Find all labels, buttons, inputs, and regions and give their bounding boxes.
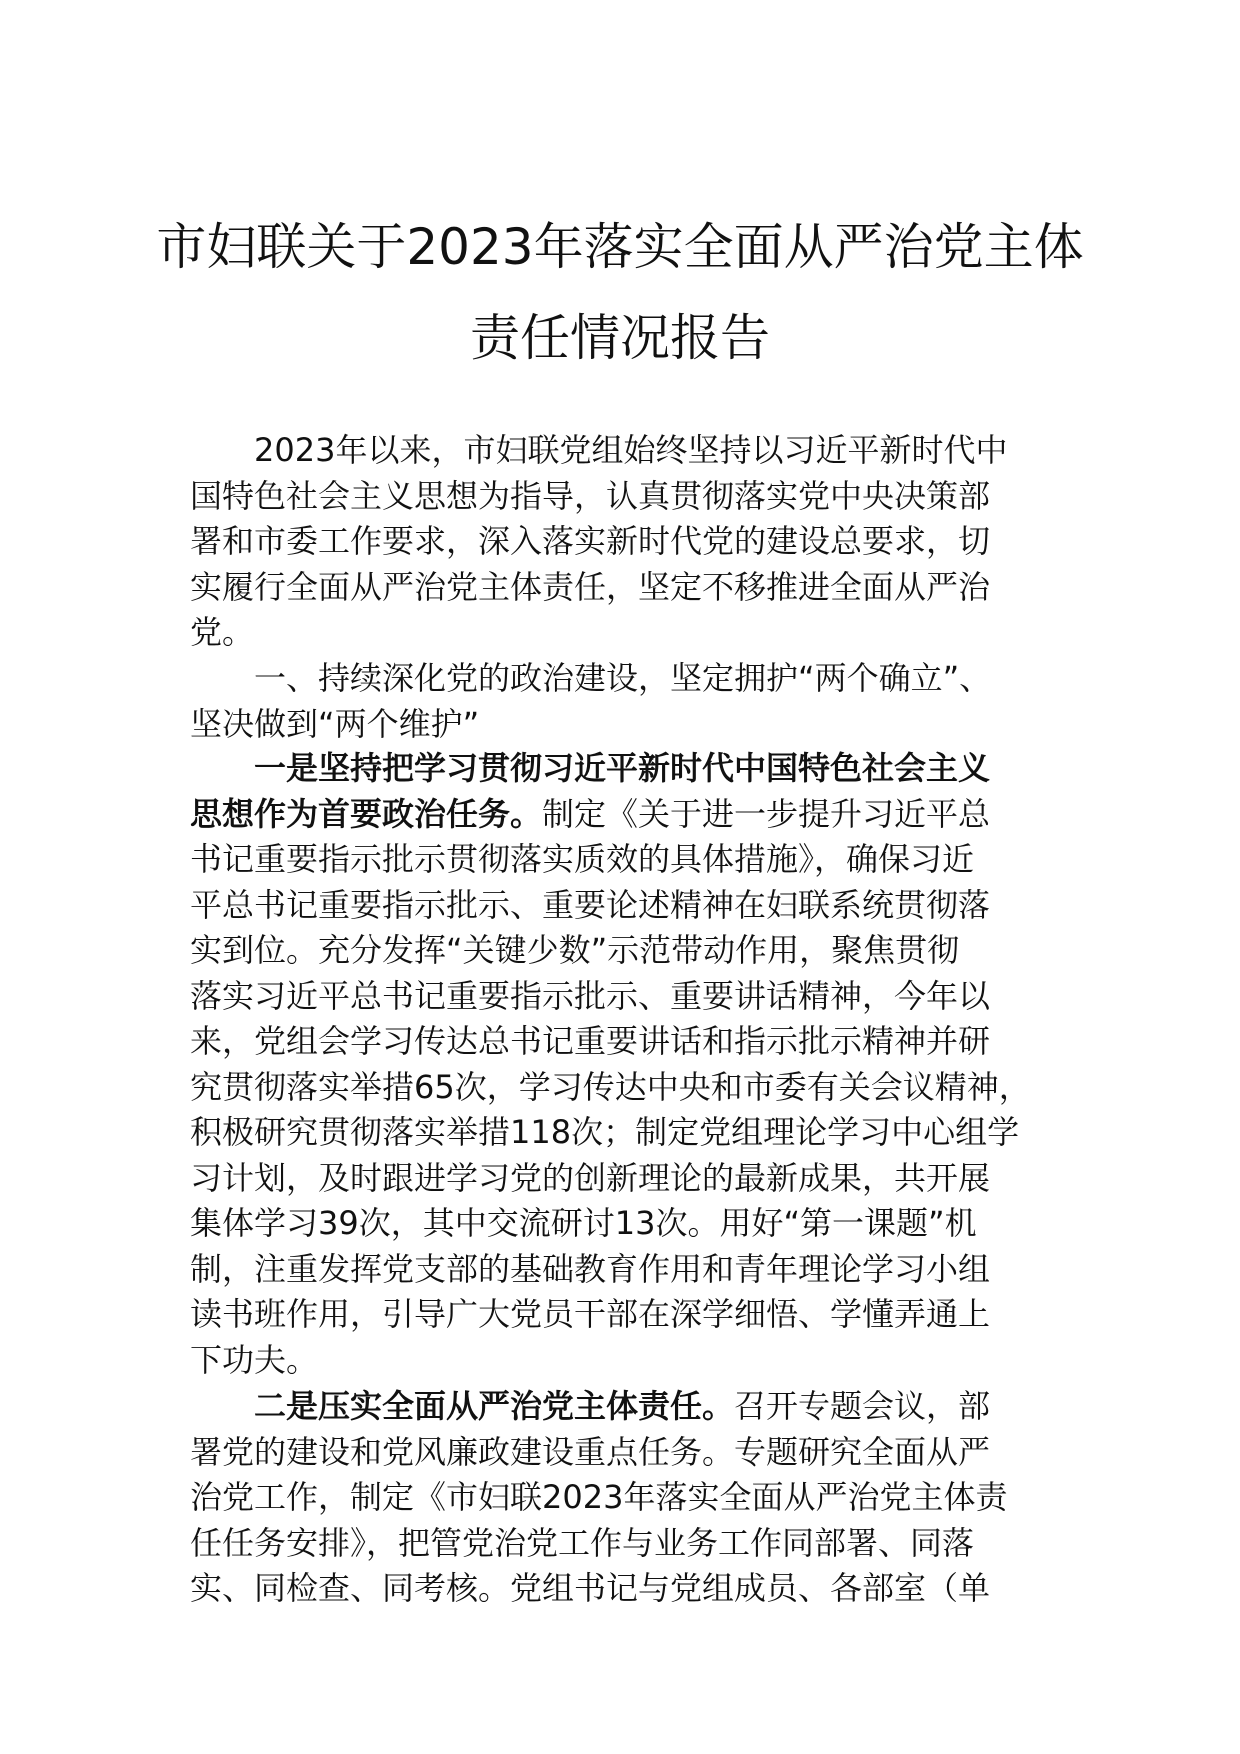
- item-2-line-rest: 召开专题会议，部: [734, 1387, 991, 1425]
- item-1-line-rest: 制定《关于进一步提升习近平总: [542, 794, 991, 833]
- intro-line: 实履行全面从严治党主体责任，坚定不移推进全面从严治: [190, 567, 991, 606]
- item-1-line: 习计划，及时跟进学习党的创新理论的最新成果，共开展: [190, 1158, 991, 1197]
- item-2-line: 署党的建设和党风廉政建设重点任务。专题研究全面从严: [190, 1432, 991, 1471]
- intro-line: 党。: [190, 613, 255, 651]
- document-title-line-2: 责任情况报告: [470, 309, 770, 367]
- item-2-line: 治党工作，制定《市妇联2023年落实全面从严治党主体责: [190, 1478, 1008, 1516]
- item-1-bold-lead: 思想作为首要政治任务。: [190, 794, 543, 833]
- item-2-line: [190, 1384, 1060, 1430]
- item-1-line: 制，注重发挥党支部的基础教育作用和青年理论学习小组: [190, 1249, 991, 1288]
- item-1-line: 读书班作用，引导广大党员干部在深学细悟、学懂弄通上: [190, 1295, 991, 1333]
- item-2-line: 实、同检查、同考核。党组书记与党组成员、各部室（单: [190, 1569, 991, 1607]
- item-1-line: 书记重要指示批示贯彻落实质效的具体措施》，确保习近: [190, 840, 975, 878]
- item-2-paragraph: [190, 1384, 1060, 1612]
- item-1-line: 积极研究贯彻落实举措118次；制定党组理论学习中心组学: [190, 1113, 1020, 1151]
- intro-line: 国特色社会主义思想为指导，认真贯彻落实党中央决策部: [190, 476, 991, 515]
- item-1-bold-line: 一是坚持把学习贯彻习近平新时代中国特色社会主义: [254, 749, 991, 787]
- section-1-heading: [190, 656, 1060, 747]
- item-1-line: 究贯彻落实举措65次，学习传达中央和市委有关会议精神，: [190, 1067, 1031, 1106]
- item-1-line: [190, 792, 1060, 838]
- intro-line: 2023年以来，市妇联党组始终坚持以习近平新时代中: [254, 431, 1008, 469]
- intro-line: 署和市委工作要求，深入落实新时代党的建设总要求，切: [190, 522, 991, 560]
- item-1-line: 下功夫。: [190, 1340, 319, 1379]
- item-1-line: 平总书记重要指示批示、重要论述精神在妇联系统贯彻落: [190, 885, 991, 924]
- item-2-line: 任任务安排》，把管党治党工作与业务工作同部署、同落: [190, 1523, 975, 1562]
- item-1-line: 来，党组会学习传达总书记重要讲话和指示批示精神并研: [190, 1022, 991, 1060]
- section-heading-line: 一、持续深化党的政治建设，坚定拥护“两个确立”、: [254, 659, 992, 697]
- item-1-line: 集体学习39次，其中交流研讨13次。用好“第一课题”机: [190, 1204, 977, 1242]
- item-2-bold-lead: 二是压实全面从严治党主体责任。: [254, 1387, 735, 1425]
- document-title-line-1: 市妇联关于2023年落实全面从严治党主体: [156, 218, 1084, 276]
- section-heading-line: 坚决做到“两个维护”: [190, 704, 480, 743]
- item-1-line: 实到位。充分发挥“关键少数”示范带动作用，聚焦贯彻: [190, 931, 960, 969]
- item-1-line: 落实习近平总书记重要指示批示、重要讲话精神，今年以: [190, 976, 991, 1015]
- intro-paragraph: [190, 428, 1060, 656]
- item-1-paragraph: [190, 746, 1060, 1383]
